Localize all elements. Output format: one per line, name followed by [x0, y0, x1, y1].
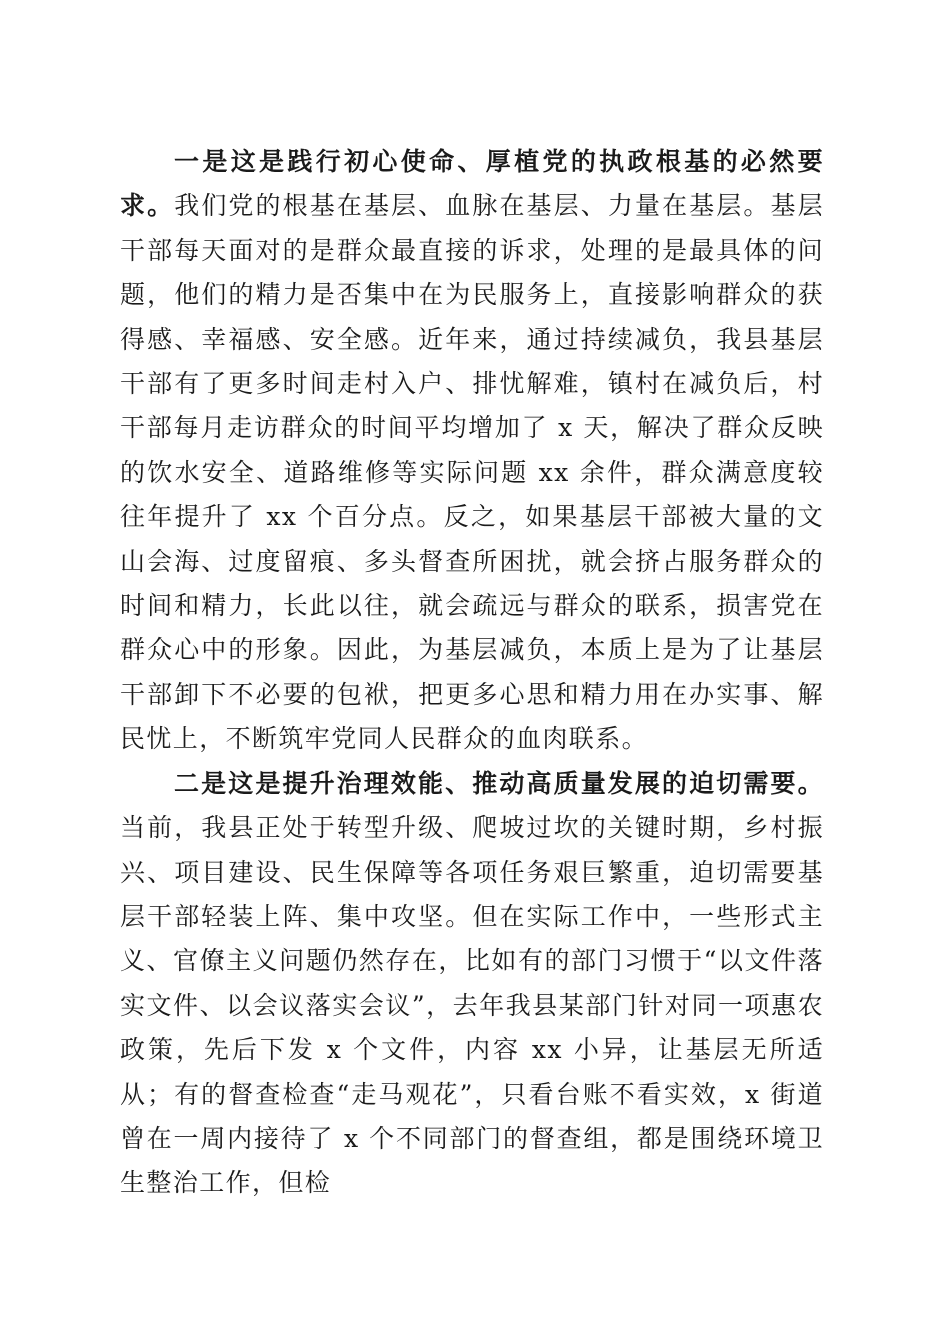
paragraph-2-heading: 二是这是提升治理效能、推动高质量发展的迫切需要。: [174, 768, 824, 798]
body-text: [120, 140, 824, 1206]
paragraph-1-heading: 一是这是践行初心使命、厚植党的执政根基的必然要求。: [120, 147, 824, 221]
paragraph-2-body: 当前，我县正处于转型升级、爬坡过坎的关键时期，乡村振兴、项目建设、民生保障等各项任务艰巨繁重，迫切需要基层干部轻装上阵、集中攻坚。但在实际工作中，一些形式主义、官僚主义问题仍然存在，比如有的部门习惯于“以文件落实文件、以会议落实会议”，去年我县某部门针对同一项惠农政策，先后下发 x 个文件，内容 xx 小异，让基层无所适从；有的督查检查“走马观花”，只看台账不看实效，x 街道曾在一周内接待了 x 个不同部门的督查组，都是围绕环境卫生整治工作，但检: [120, 813, 824, 1198]
paragraph-1: [120, 140, 824, 762]
paragraph-2: [120, 762, 824, 1206]
paragraph-1-body: 我们党的根基在基层、血脉在基层、力量在基层。基层干部每天面对的是群众最直接的诉求，处理的是最具体的问题，他们的精力是否集中在为民服务上，直接影响群众的获得感、幸福感、安全感。近年来，通过持续减负，我县基层干部有了更多时间走村入户、排忧解难，镇村在减负后，村干部每月走访群众的时间平均增加了 x 天，解决了群众反映的饮水安全、道路维修等实际问题 xx 余件，群众满意度较往年提升了 xx 个百分点。反之，如果基层干部被大量的文山会海、过度留痕、多头督查所困扰，就会挤占服务群众的时间和精力，长此以往，就会疏远与群众的联系，损害党在群众心中的形象。因此，为基层减负，本质上是为了让基层干部卸下不必要的包袱，把更多心思和精力用在办实事、解民忧上，不断筑牢党同人民群众的血肉联系。: [120, 191, 824, 754]
